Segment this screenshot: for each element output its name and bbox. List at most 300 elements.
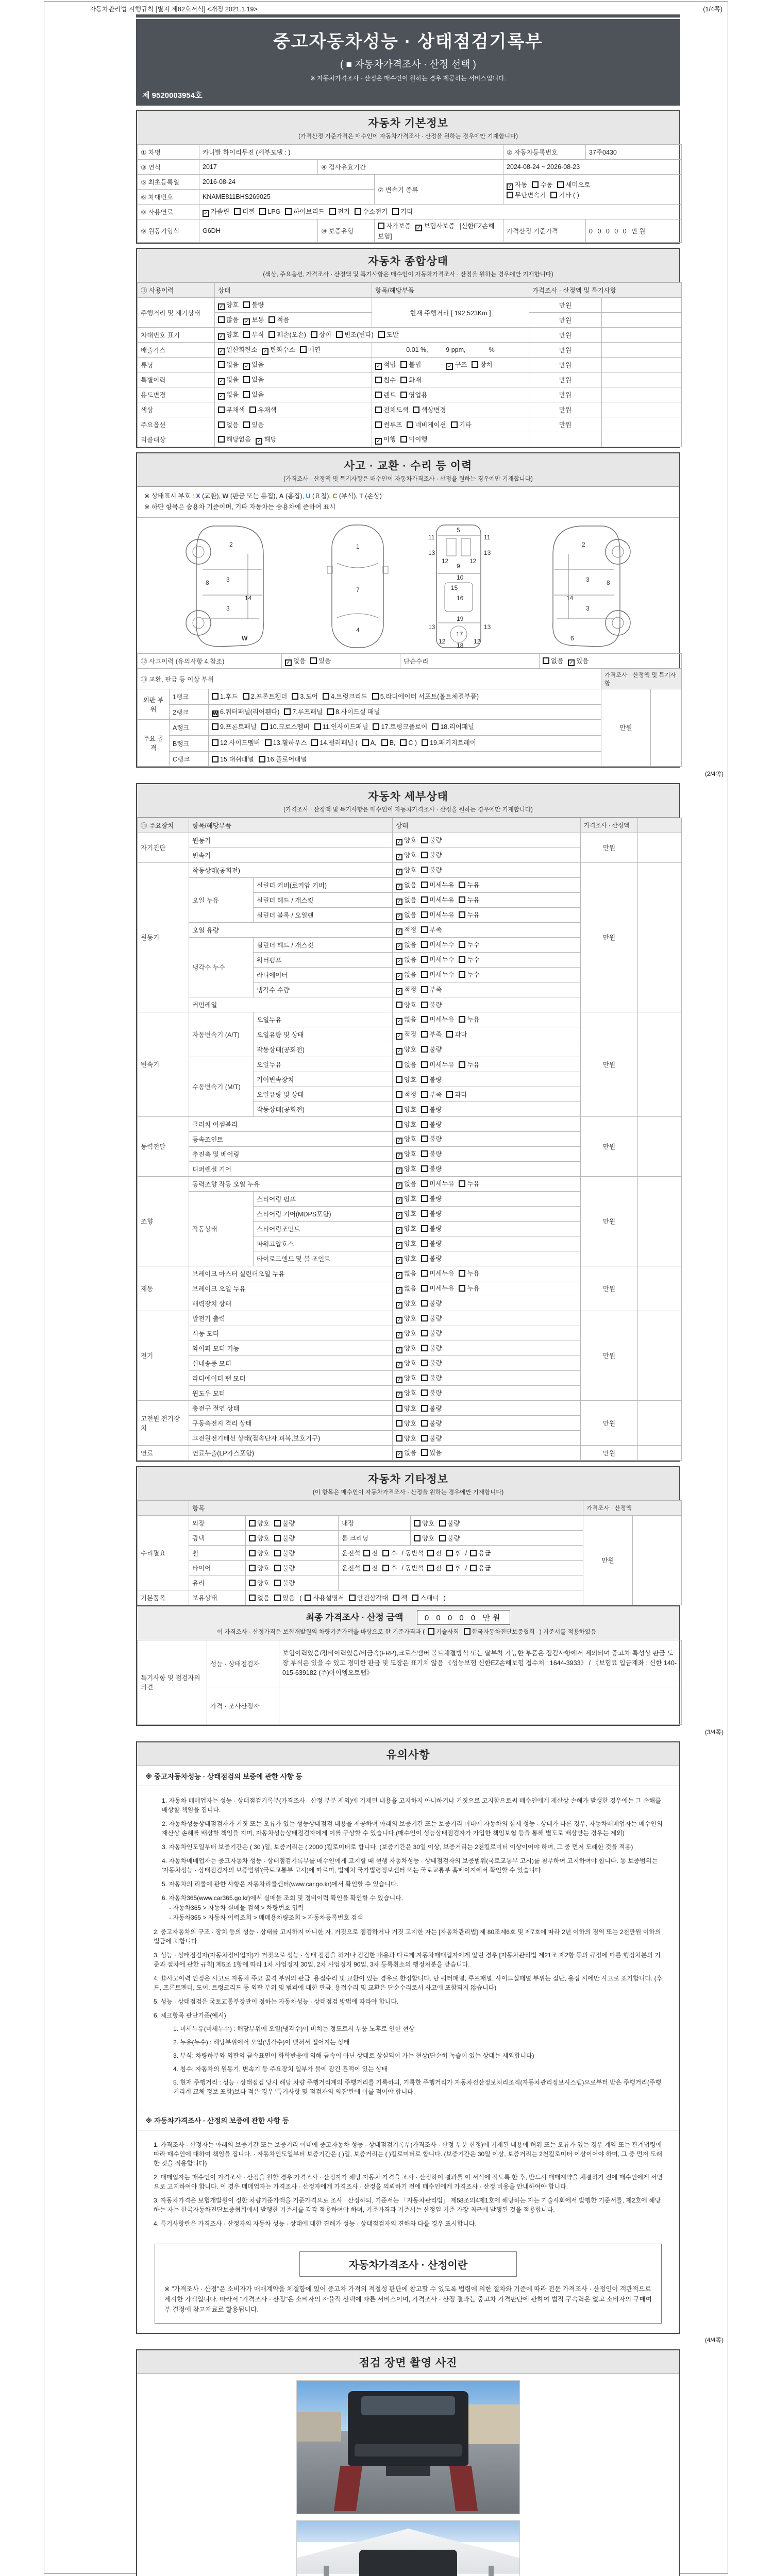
checkbox[interactable]: ✓ bbox=[396, 1332, 402, 1338]
checkbox[interactable] bbox=[274, 1550, 281, 1556]
checkbox[interactable] bbox=[212, 693, 219, 700]
checkbox[interactable] bbox=[375, 392, 382, 398]
checkbox[interactable] bbox=[421, 1195, 428, 1202]
checkbox[interactable] bbox=[421, 1435, 428, 1442]
checkbox[interactable] bbox=[421, 1091, 428, 1098]
notice-general-items bbox=[150, 1927, 666, 2020]
option bbox=[349, 1593, 388, 1602]
checkbox[interactable] bbox=[472, 361, 478, 368]
option bbox=[311, 330, 331, 339]
detail-row: 고전원 전기장치 충전구 절연 상태 양호 불량 만원 bbox=[138, 1400, 682, 1415]
checkbox[interactable] bbox=[421, 1270, 428, 1277]
checkbox[interactable] bbox=[218, 436, 225, 443]
checkbox[interactable] bbox=[414, 1535, 421, 1541]
checkbox[interactable]: ✓ bbox=[396, 1018, 402, 1025]
checkbox[interactable] bbox=[421, 1076, 428, 1083]
option bbox=[274, 1578, 295, 1587]
svg-text:4: 4 bbox=[356, 626, 360, 634]
checkbox[interactable]: ✓ bbox=[396, 1302, 402, 1309]
option-label: 누수 bbox=[467, 956, 480, 963]
checkbox[interactable] bbox=[407, 421, 413, 428]
checkbox[interactable]: ✓ bbox=[415, 225, 422, 231]
checkbox[interactable] bbox=[311, 331, 317, 338]
checkbox[interactable] bbox=[421, 1315, 428, 1321]
comprehensive-title: 자동차 종합상태 bbox=[368, 256, 448, 267]
checkbox[interactable] bbox=[421, 1031, 428, 1038]
checkbox[interactable]: ✓ bbox=[375, 363, 382, 370]
option-label: 없음 bbox=[404, 956, 417, 963]
checkbox[interactable] bbox=[373, 723, 379, 730]
option-label: 양호 bbox=[404, 1344, 417, 1352]
checkbox[interactable] bbox=[396, 1420, 402, 1427]
option bbox=[396, 1179, 416, 1189]
checkbox[interactable] bbox=[470, 1565, 477, 1571]
option bbox=[285, 656, 306, 666]
checkbox[interactable] bbox=[274, 1595, 281, 1601]
checkbox[interactable] bbox=[421, 926, 428, 933]
checkbox[interactable] bbox=[362, 739, 369, 746]
checkbox[interactable] bbox=[363, 1550, 370, 1556]
option bbox=[382, 1548, 397, 1557]
checkbox[interactable] bbox=[421, 1150, 428, 1157]
option bbox=[421, 1328, 442, 1337]
svg-text:W: W bbox=[242, 634, 248, 642]
checkbox[interactable] bbox=[421, 896, 428, 903]
checkbox[interactable] bbox=[421, 971, 428, 978]
checkbox[interactable]: ✓ bbox=[396, 1362, 402, 1368]
option bbox=[421, 1014, 454, 1024]
option bbox=[396, 1029, 416, 1040]
checkbox[interactable]: ✓ bbox=[396, 899, 402, 905]
checkbox[interactable] bbox=[329, 208, 336, 215]
checkbox[interactable] bbox=[274, 1565, 281, 1571]
checkbox[interactable] bbox=[543, 657, 549, 664]
option-label: 14.필러패널 ( bbox=[320, 739, 358, 747]
checkbox[interactable] bbox=[243, 391, 250, 398]
checkbox[interactable] bbox=[421, 1165, 428, 1172]
basic-info-table bbox=[137, 144, 682, 243]
checkbox[interactable] bbox=[243, 693, 249, 700]
table-row: 기본품목 보유상태 없음 있음 ( 사용설명서 안전삼각대 잭 스패너 ) bbox=[138, 1590, 682, 1605]
option-label: 썬루프 bbox=[383, 421, 402, 429]
checkbox[interactable] bbox=[421, 1405, 428, 1412]
option bbox=[421, 1029, 442, 1039]
table-row: 광택 양호 불량 룸 크리닝 양호 불량 bbox=[138, 1530, 682, 1545]
checkbox[interactable] bbox=[459, 971, 465, 978]
checkbox[interactable] bbox=[363, 1565, 370, 1571]
checkbox[interactable]: ✓ bbox=[396, 1033, 402, 1040]
option-label: 매연 bbox=[308, 346, 321, 353]
option bbox=[400, 360, 421, 369]
option bbox=[372, 691, 479, 703]
option-label: 없음 bbox=[404, 911, 417, 919]
option-label: 누수 bbox=[467, 941, 480, 948]
option-label: 미세누유 bbox=[429, 1284, 455, 1292]
option bbox=[396, 1403, 416, 1413]
state-code-line2: ※ 하단 항목은 승용차 기준이며, 기타 자동차는 승용차에 준하여 표시 bbox=[144, 503, 336, 511]
checkbox[interactable]: ✓ bbox=[396, 958, 402, 965]
checkbox[interactable] bbox=[414, 1520, 421, 1527]
option-label: 있음 bbox=[251, 361, 264, 368]
option bbox=[261, 721, 310, 734]
checkbox[interactable] bbox=[421, 1002, 428, 1008]
checkbox[interactable] bbox=[421, 1046, 428, 1053]
checkbox[interactable] bbox=[285, 208, 292, 215]
checkbox[interactable] bbox=[375, 377, 382, 383]
checkbox[interactable]: ✓ bbox=[568, 659, 575, 666]
checkbox[interactable] bbox=[327, 708, 334, 715]
checkbox[interactable] bbox=[396, 1121, 402, 1128]
engine-type-value: G6DH bbox=[199, 219, 318, 243]
checkbox[interactable] bbox=[234, 208, 241, 215]
option bbox=[421, 1194, 442, 1203]
checkbox[interactable] bbox=[400, 392, 407, 398]
checkbox[interactable] bbox=[355, 208, 361, 215]
checkbox[interactable] bbox=[446, 1031, 453, 1038]
checkbox[interactable]: ✓ bbox=[396, 1048, 402, 1055]
checkbox[interactable]: ✓ bbox=[396, 988, 402, 995]
svg-text:14: 14 bbox=[566, 594, 574, 602]
checkbox[interactable] bbox=[557, 181, 564, 188]
top-caption bbox=[44, 2, 728, 14]
option bbox=[243, 360, 264, 370]
checkbox[interactable]: ✓ bbox=[218, 333, 225, 340]
comprehensive-state-section bbox=[136, 248, 680, 448]
checkbox[interactable] bbox=[396, 1435, 402, 1442]
checkbox[interactable] bbox=[218, 406, 225, 413]
checkbox[interactable] bbox=[427, 1550, 434, 1556]
option bbox=[400, 375, 421, 384]
option-label: 침수 bbox=[383, 377, 396, 384]
notice-item: 1. 가격조사 · 산정자는 아래의 보증기간 또는 보증거리 이내에 중고자동차 성능 · 상태점검기록부(가격조사 · 산정 부분 한정)에 기재된 내용에 허위 또는 오류가 있는 경우 계약 또는 관계법령에 따라 매수인에 대하여 책임을 집니다. · 자동차인도일부터 보증기간은 ( )일, 보증거리는 ( )킬로미터로 합니다. (보증기간은 30일 이상, 보증거리는 2천킬로미터 이상이어야 하며, 그 중 먼저 도래한 것을 적용합니다) bbox=[154, 2141, 662, 2167]
detail-row: 윈도우 모터 ✓ 양호 불량 bbox=[138, 1385, 682, 1400]
checkbox[interactable] bbox=[212, 756, 219, 762]
checkbox[interactable] bbox=[400, 377, 407, 383]
checkbox[interactable]: ✓ bbox=[396, 839, 402, 845]
checkbox[interactable]: ✓ bbox=[396, 913, 402, 920]
checkbox[interactable] bbox=[421, 867, 428, 873]
checkbox[interactable]: ✓ bbox=[396, 1227, 402, 1234]
option bbox=[212, 721, 257, 734]
checkbox[interactable]: ✓ bbox=[396, 1377, 402, 1383]
detail-row: 배력장치 상태 ✓ 양호 불량 bbox=[138, 1296, 682, 1311]
checkbox[interactable]: ✓ bbox=[396, 1153, 402, 1159]
checkbox[interactable] bbox=[470, 1550, 477, 1556]
checkbox[interactable] bbox=[259, 756, 265, 762]
detail-row: 디퍼렌셜 기어 ✓ 양호 불량 bbox=[138, 1161, 682, 1176]
checkbox[interactable] bbox=[432, 723, 439, 730]
checkbox[interactable] bbox=[261, 723, 268, 730]
checkbox[interactable] bbox=[459, 1270, 465, 1277]
checkbox[interactable] bbox=[427, 1565, 434, 1571]
checkbox[interactable]: ✓ bbox=[256, 438, 262, 445]
checkbox[interactable] bbox=[396, 1076, 402, 1083]
checkbox[interactable] bbox=[243, 301, 250, 308]
checkbox[interactable] bbox=[464, 1628, 470, 1635]
checkbox[interactable]: ✓ bbox=[396, 973, 402, 980]
checkbox[interactable] bbox=[292, 693, 298, 700]
option bbox=[218, 434, 251, 444]
checkbox[interactable] bbox=[381, 739, 388, 746]
checkbox[interactable] bbox=[421, 1285, 428, 1292]
checkbox[interactable] bbox=[421, 986, 428, 993]
checkbox[interactable] bbox=[300, 346, 307, 353]
checkbox[interactable] bbox=[249, 1550, 256, 1556]
option-label: 양호 bbox=[422, 1519, 435, 1527]
checkbox[interactable] bbox=[421, 882, 428, 888]
option-label: 미세누유 bbox=[429, 911, 455, 919]
option bbox=[249, 1593, 270, 1602]
checkbox[interactable] bbox=[421, 1240, 428, 1247]
checkbox[interactable] bbox=[412, 1595, 418, 1601]
checkbox[interactable]: ✓ bbox=[218, 378, 225, 385]
option-label: 양호 bbox=[404, 1255, 417, 1262]
option-label: 없음 bbox=[551, 657, 564, 665]
checkbox[interactable]: ✓ bbox=[396, 1242, 402, 1249]
checkbox[interactable]: ✓ bbox=[396, 928, 402, 935]
checkbox[interactable] bbox=[375, 421, 382, 428]
option-label: 누유 bbox=[467, 896, 480, 904]
option bbox=[392, 207, 413, 216]
checkbox[interactable] bbox=[459, 1180, 465, 1187]
table-row: B랭크 12.사이드멤버 13.휠하우스 14.필러패널 ( A, B, C ) 19.패키지트레이 bbox=[138, 736, 682, 752]
checkbox[interactable] bbox=[428, 1628, 434, 1635]
checkbox[interactable] bbox=[421, 1255, 428, 1262]
option bbox=[396, 970, 416, 980]
checkbox[interactable] bbox=[396, 1061, 402, 1068]
checkbox[interactable]: ✓ bbox=[243, 363, 250, 370]
checkbox[interactable]: ✓ bbox=[396, 869, 402, 875]
option-label: 수소전기 bbox=[362, 208, 388, 215]
svg-text:7: 7 bbox=[356, 586, 360, 594]
checkbox[interactable] bbox=[310, 657, 317, 664]
checkbox[interactable]: W bbox=[213, 711, 218, 717]
checkbox[interactable] bbox=[421, 1121, 428, 1128]
checkbox[interactable] bbox=[421, 1360, 428, 1366]
checkbox[interactable] bbox=[382, 1565, 389, 1571]
checkbox[interactable]: ✓ bbox=[218, 348, 225, 355]
checkbox[interactable] bbox=[378, 223, 384, 229]
checkbox[interactable] bbox=[421, 1389, 428, 1396]
checkbox[interactable] bbox=[459, 1285, 465, 1292]
checkbox[interactable] bbox=[392, 208, 399, 215]
checkbox[interactable]: ✓ bbox=[375, 438, 382, 445]
checkbox[interactable] bbox=[336, 331, 343, 338]
checkbox[interactable] bbox=[459, 1061, 465, 1068]
detail-row: 실린더 헤드 / 개스킷 ✓ 없음 미세누유 누유 bbox=[138, 892, 682, 907]
checkbox[interactable] bbox=[459, 896, 465, 903]
checkbox[interactable]: ✓ bbox=[396, 1257, 402, 1264]
checkbox[interactable] bbox=[421, 1449, 428, 1456]
checkbox[interactable] bbox=[372, 693, 379, 700]
checkbox[interactable] bbox=[249, 1595, 256, 1601]
checkbox[interactable] bbox=[451, 421, 458, 428]
checkbox[interactable] bbox=[274, 1520, 281, 1527]
checkbox[interactable]: ✓ bbox=[243, 318, 250, 325]
checkbox[interactable] bbox=[421, 1061, 428, 1068]
option bbox=[421, 940, 454, 949]
svg-text:12: 12 bbox=[474, 637, 481, 645]
option bbox=[421, 895, 454, 904]
checkbox[interactable] bbox=[218, 316, 225, 323]
text-segment: ) 기준서를 적용하였음 bbox=[539, 1629, 596, 1635]
checkbox[interactable] bbox=[323, 693, 329, 700]
checkbox[interactable]: ✓ bbox=[396, 854, 402, 860]
checkbox[interactable] bbox=[259, 208, 266, 215]
option bbox=[415, 221, 455, 231]
option bbox=[396, 1268, 416, 1279]
checkbox[interactable] bbox=[218, 361, 225, 368]
checkbox[interactable]: ✓ bbox=[396, 1138, 402, 1144]
checkbox[interactable] bbox=[243, 421, 250, 428]
option bbox=[422, 737, 476, 750]
checkbox[interactable]: ✓ bbox=[396, 1197, 402, 1204]
checkbox[interactable] bbox=[421, 1136, 428, 1142]
checkbox[interactable] bbox=[459, 956, 465, 963]
checkbox[interactable] bbox=[421, 852, 428, 858]
checkbox[interactable] bbox=[249, 406, 256, 413]
checkbox[interactable]: ✓ bbox=[262, 348, 268, 355]
option-label: 양호 bbox=[404, 1359, 417, 1367]
checkbox[interactable] bbox=[400, 739, 407, 746]
fuel-options bbox=[199, 205, 682, 219]
checkbox[interactable] bbox=[421, 1180, 428, 1187]
checkbox[interactable] bbox=[400, 436, 407, 443]
checkbox[interactable]: ✓ bbox=[396, 1347, 402, 1353]
option-label: 불량 bbox=[429, 1434, 442, 1442]
checkbox[interactable] bbox=[550, 192, 557, 198]
checkbox[interactable] bbox=[396, 1106, 402, 1113]
checkbox[interactable] bbox=[421, 956, 428, 963]
checkbox[interactable] bbox=[421, 1345, 428, 1351]
checkbox[interactable]: ✓ bbox=[218, 303, 225, 310]
checkbox[interactable]: ✓ bbox=[446, 363, 453, 370]
checkbox[interactable] bbox=[265, 739, 272, 746]
checkbox[interactable]: ✓ bbox=[285, 659, 292, 666]
checkbox[interactable] bbox=[249, 1520, 256, 1527]
final-price-note bbox=[137, 1628, 679, 1636]
checkbox[interactable] bbox=[274, 1535, 281, 1541]
regulation-caption: 자동차관리법 시행규칙 [별지 제82호서식] <개정 2021.1.19> bbox=[90, 6, 258, 13]
option-label: 부족 bbox=[429, 926, 442, 934]
checkbox[interactable]: ✓ bbox=[396, 1272, 402, 1279]
checkbox[interactable] bbox=[459, 911, 465, 918]
checkbox[interactable] bbox=[459, 882, 465, 888]
checkbox[interactable] bbox=[382, 1550, 389, 1556]
option-label: 불량 bbox=[447, 1519, 460, 1527]
option bbox=[432, 721, 474, 734]
checkbox[interactable]: ✓ bbox=[507, 183, 513, 190]
checkbox[interactable] bbox=[421, 1300, 428, 1307]
checkbox[interactable]: ✓ bbox=[396, 1451, 402, 1458]
etc-title: 자동차 기타정보 bbox=[368, 1473, 448, 1485]
checkbox[interactable] bbox=[421, 837, 428, 843]
checkbox[interactable]: ✓ bbox=[218, 393, 225, 400]
checkbox[interactable] bbox=[459, 941, 465, 948]
checkbox[interactable] bbox=[396, 1091, 402, 1098]
checkbox[interactable] bbox=[212, 723, 219, 730]
checkbox[interactable] bbox=[311, 739, 318, 746]
checkbox[interactable] bbox=[249, 1565, 256, 1571]
checkbox[interactable] bbox=[421, 911, 428, 918]
checkbox[interactable]: ✓ bbox=[396, 1392, 402, 1398]
checkbox[interactable] bbox=[249, 1535, 256, 1541]
checkbox[interactable] bbox=[349, 1595, 356, 1601]
checkbox[interactable] bbox=[459, 1016, 465, 1023]
detail-row: 시동 모터 ✓ 양호 불량 bbox=[138, 1326, 682, 1341]
checkbox[interactable] bbox=[413, 406, 419, 413]
checkbox[interactable] bbox=[532, 181, 539, 188]
checkbox[interactable] bbox=[421, 1420, 428, 1427]
checkbox[interactable]: ✓ bbox=[396, 943, 402, 950]
checkbox[interactable] bbox=[439, 1535, 446, 1541]
svg-text:5: 5 bbox=[457, 526, 460, 534]
checkbox[interactable] bbox=[218, 421, 225, 428]
checkbox[interactable] bbox=[396, 1002, 402, 1008]
checkbox[interactable] bbox=[243, 331, 250, 338]
checkbox[interactable] bbox=[446, 1091, 453, 1098]
checkbox[interactable] bbox=[422, 739, 428, 746]
option-label: 안전삼각대 bbox=[357, 1594, 389, 1602]
checkbox[interactable] bbox=[396, 1405, 402, 1412]
option bbox=[311, 737, 357, 750]
checkbox[interactable] bbox=[421, 1330, 428, 1336]
checkbox[interactable] bbox=[212, 739, 219, 746]
checkbox[interactable] bbox=[439, 1520, 446, 1527]
checkbox[interactable] bbox=[446, 1550, 453, 1556]
option-label: 불량 bbox=[429, 1195, 442, 1202]
option-label: 사용설명서 bbox=[313, 1594, 344, 1602]
option-label: 자가보증 bbox=[386, 223, 411, 230]
checkbox[interactable] bbox=[375, 406, 382, 413]
option-label: 10.크로스멤버 bbox=[269, 723, 310, 731]
checkbox[interactable] bbox=[249, 1580, 256, 1586]
checkbox[interactable] bbox=[421, 1016, 428, 1023]
checkbox[interactable]: ✓ bbox=[396, 1182, 402, 1189]
checkbox[interactable]: ✓ bbox=[203, 210, 209, 217]
checkbox[interactable] bbox=[421, 1106, 428, 1113]
checkbox[interactable] bbox=[400, 361, 407, 368]
checkbox[interactable] bbox=[421, 941, 428, 948]
detail-row: 변속기 ✓ 양호 불량 bbox=[138, 848, 682, 862]
checkbox[interactable] bbox=[393, 1595, 399, 1601]
checkbox[interactable] bbox=[268, 316, 275, 323]
checkbox[interactable] bbox=[243, 376, 250, 383]
option-label: 미세누유 bbox=[429, 1180, 455, 1188]
option-label: 양호 bbox=[404, 1165, 417, 1173]
checkbox[interactable]: ✓ bbox=[396, 1287, 402, 1294]
option-label: 전체도색 bbox=[383, 406, 409, 414]
checkbox[interactable] bbox=[305, 1595, 311, 1601]
checkbox[interactable] bbox=[314, 723, 321, 730]
checkbox[interactable]: ✓ bbox=[396, 1212, 402, 1219]
checkbox[interactable]: ✓ bbox=[396, 1167, 402, 1174]
checkbox[interactable] bbox=[507, 192, 513, 198]
checkbox[interactable] bbox=[274, 1580, 281, 1586]
checkbox[interactable]: ✓ bbox=[396, 884, 402, 890]
checkbox[interactable] bbox=[284, 708, 291, 715]
checkbox[interactable] bbox=[446, 1565, 453, 1571]
checkbox[interactable] bbox=[421, 1210, 428, 1217]
option-label: 불량 bbox=[447, 1534, 460, 1542]
checkbox[interactable]: ✓ bbox=[396, 1317, 402, 1324]
option bbox=[327, 707, 380, 716]
checkbox[interactable] bbox=[378, 331, 385, 338]
checkbox[interactable] bbox=[268, 331, 275, 338]
checkbox[interactable] bbox=[421, 1375, 428, 1381]
option bbox=[396, 1239, 416, 1249]
checkbox[interactable] bbox=[421, 1225, 428, 1232]
